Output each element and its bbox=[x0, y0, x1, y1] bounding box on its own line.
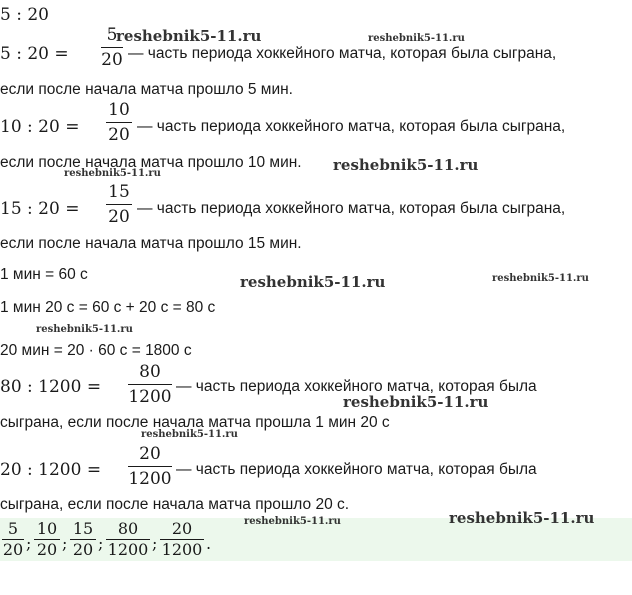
fraction-denominator: 20 bbox=[108, 125, 130, 146]
answer-fraction bbox=[70, 520, 96, 559]
answer-terminator: . bbox=[206, 534, 212, 553]
division-expression: 80 : 1200 = bbox=[0, 377, 102, 397]
answer-fraction bbox=[106, 520, 150, 559]
watermark-text: reshebnik5-11.ru bbox=[333, 156, 479, 174]
description-text: — часть периода хоккейного матча, которая была bbox=[176, 461, 537, 478]
fraction-numerator: 5 bbox=[106, 25, 118, 45]
watermark-text: reshebnik5-11.ru bbox=[141, 429, 238, 440]
description-continuation: если после начала матча прошло 15 мин. bbox=[0, 235, 302, 252]
fraction-numerator: 15 bbox=[72, 519, 94, 538]
fraction bbox=[106, 182, 132, 227]
fraction-denominator: 20 bbox=[36, 540, 58, 560]
fraction-numerator: 10 bbox=[36, 519, 58, 538]
fraction-denominator: 1200 bbox=[128, 469, 172, 490]
answer-fraction bbox=[160, 520, 204, 559]
description-text: — часть периода хоккейного матча, которая была сыграна, bbox=[128, 45, 557, 62]
answer-fraction bbox=[34, 520, 60, 559]
fraction-denominator: 1200 bbox=[107, 540, 149, 560]
fraction-bar bbox=[106, 204, 132, 205]
watermark-text: reshebnik5-11.ru bbox=[64, 168, 161, 179]
answer-fraction bbox=[2, 520, 24, 559]
fraction-numerator: 5 bbox=[7, 519, 19, 538]
fraction-bar bbox=[128, 384, 172, 385]
answer-separator: ; bbox=[26, 534, 32, 553]
description-text: — часть периода хоккейного матча, которая была сыграна, bbox=[137, 118, 566, 135]
division-expression: 15 : 20 = bbox=[0, 199, 80, 219]
fraction bbox=[128, 444, 172, 489]
fraction-numerator: 20 bbox=[171, 519, 193, 538]
watermark-text: reshebnik5-11.ru bbox=[368, 33, 465, 44]
fraction-denominator: 20 bbox=[2, 540, 24, 560]
fraction-denominator: 20 bbox=[108, 207, 130, 228]
conversion-line: 20 мин = 20 · 60 с = 1800 с bbox=[0, 342, 192, 359]
fraction-numerator: 80 bbox=[139, 362, 161, 382]
division-expression: 20 : 1200 = bbox=[0, 460, 102, 480]
watermark-text: reshebnik5-11.ru bbox=[449, 509, 595, 527]
division-expression: 5 : 20 = bbox=[0, 44, 69, 64]
fraction-numerator: 20 bbox=[139, 444, 161, 464]
fraction-bar bbox=[106, 122, 132, 123]
division-expression: 10 : 20 = bbox=[0, 117, 80, 137]
description-continuation: если после начала матча прошло 10 мин. bbox=[0, 154, 302, 171]
watermark-text: reshebnik5-11.ru bbox=[36, 324, 133, 335]
description-text: — часть периода хоккейного матча, которая была сыграна, bbox=[137, 200, 566, 217]
description-continuation: если после начала матча прошло 5 мин. bbox=[0, 81, 293, 98]
watermark-text: reshebnik5-11.ru bbox=[240, 273, 386, 291]
fraction-denominator: 20 bbox=[101, 50, 123, 71]
watermark-text: reshebnik5-11.ru bbox=[492, 273, 589, 284]
conversion-line: 1 мин 20 с = 60 с + 20 с = 80 с bbox=[0, 299, 216, 316]
watermark-text: reshebnik5-11.ru bbox=[343, 393, 489, 411]
fraction bbox=[106, 100, 132, 145]
fraction-denominator: 20 bbox=[72, 540, 94, 560]
fraction-bar bbox=[128, 466, 172, 467]
fraction bbox=[128, 362, 172, 407]
conversion-line: 1 мин = 60 с bbox=[0, 266, 88, 283]
answer-separator: ; bbox=[152, 534, 158, 553]
watermark-text: reshebnik5-11.ru bbox=[244, 516, 341, 527]
answer-separator: ; bbox=[62, 534, 68, 553]
description-text: — часть периода хоккейного матча, которая была bbox=[176, 378, 537, 395]
fraction-denominator: 1200 bbox=[128, 387, 172, 408]
fraction-numerator: 10 bbox=[108, 100, 130, 120]
expression-line: 5 : 20 bbox=[0, 5, 49, 25]
fraction-numerator: 80 bbox=[117, 519, 139, 538]
watermark-text: reshebnik5-11.ru bbox=[116, 27, 262, 45]
fraction-bar bbox=[101, 47, 123, 48]
answer-separator: ; bbox=[98, 534, 104, 553]
fraction-denominator: 1200 bbox=[161, 540, 203, 560]
description-continuation: сыграна, если после начала матча прошло 20 с. bbox=[0, 496, 350, 513]
description-continuation: сыграна, если после начала матча прошла 1 мин 20 с bbox=[0, 414, 390, 431]
fraction-numerator: 15 bbox=[108, 182, 130, 202]
